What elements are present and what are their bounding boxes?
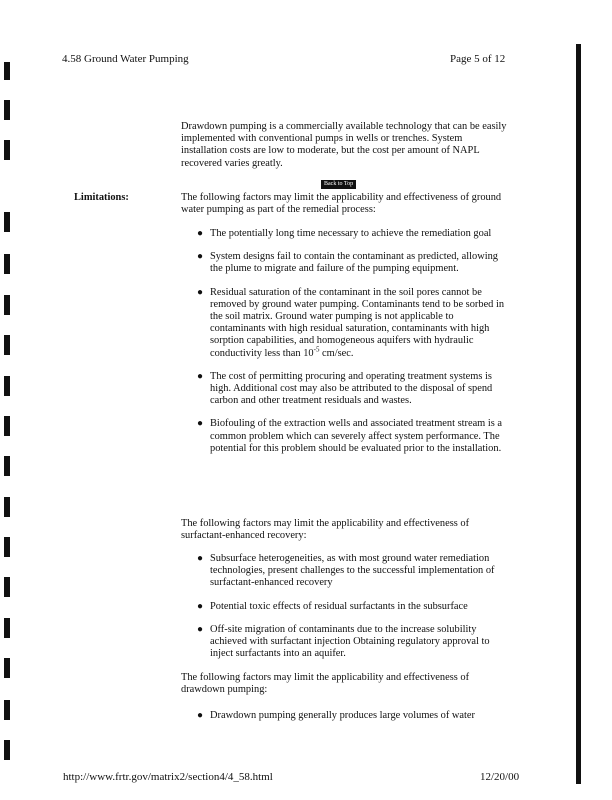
list-item: ● Subsurface heterogeneities, as with most ground water remediation technologies, present challenges to the successful implementation of surfactant-enhanced recovery xyxy=(197,553,495,589)
intro-paragraph: Drawdown pumping is a commercially available technology that can be easily implemented with conventional pumps in wells or trenches. System installation costs are low to moderate, but the cost per amount of NAPL recovered varies greatly. xyxy=(181,121,507,169)
footer-date: 12/20/00 xyxy=(480,771,520,783)
margin-mark xyxy=(4,618,10,638)
margin-mark xyxy=(4,212,10,232)
limitations-intro: The following factors may limit the applicability and effectiveness of ground water pumping as part of the remedial process: xyxy=(181,192,502,216)
limitations-list xyxy=(196,228,511,466)
margin-mark xyxy=(4,254,10,274)
margin-mark xyxy=(4,658,10,678)
bullet-icon: ● xyxy=(197,553,204,564)
margin-mark xyxy=(4,497,10,517)
margin-mark xyxy=(4,740,10,760)
margin-mark xyxy=(4,700,10,720)
footer-url[interactable]: http://www.frtr.gov/matrix2/section4/4_58.html xyxy=(63,771,273,783)
margin-mark xyxy=(4,100,10,120)
bullet-icon: ● xyxy=(197,251,204,263)
bullet-icon: ● xyxy=(197,623,204,635)
drawdown-intro: The following factors may limit the applicability and effectiveness of drawdown pumping: xyxy=(181,672,470,696)
margin-mark xyxy=(4,577,10,597)
scan-edge-bar xyxy=(576,44,581,784)
bullet-icon: ● xyxy=(197,600,204,612)
list-item: ● Residual saturation of the contaminant in the soil pores cannot be removed by ground water pumping. Contaminants tend to be sorbed in the soil matrix. Ground water pumping is not applicable to contaminants with high residual saturation, contaminants with high sorption capabilities, and homogeneous aquifers with hydraulic conductivity less than $10^{-5}$ cm/sec. xyxy=(197,286,505,359)
margin-mark xyxy=(4,537,10,557)
list-item: ● System designs fail to contain the contaminant as predicted, allowing the plume to migrate and failure of the pumping equipment. xyxy=(197,251,498,275)
bullet-icon: ● xyxy=(197,228,204,239)
list-item: ● Off-site migration of contaminants due to the increase solubility achieved with surfactant injection Obtaining regulatory approval to inject surfactants into an aquifer. xyxy=(197,623,490,660)
limitations-label: Limitations: xyxy=(74,192,129,203)
margin-mark xyxy=(4,416,10,436)
list-item: ● Biofouling of the extraction wells and associated treatment stream is a common problem which can severely affect system performance. The potential for this problem should be evaluated prior to the installation. xyxy=(197,418,503,454)
surfactant-list xyxy=(196,553,511,671)
list-item: ● The potentially long time necessary to achieve the remediation goal xyxy=(197,228,492,239)
bullet-icon: ● xyxy=(197,286,204,298)
margin-mark xyxy=(4,456,10,476)
list-item: ● Potential toxic effects of residual surfactants in the subsurface xyxy=(197,600,468,612)
margin-mark xyxy=(4,62,10,80)
back-to-top-link[interactable]: Back to Top xyxy=(321,180,356,189)
page-number: Page 5 of 12 xyxy=(450,53,506,65)
margin-mark xyxy=(4,335,10,355)
bullet-icon: ● xyxy=(197,710,204,721)
page-title: 4.58 Ground Water Pumping xyxy=(62,53,189,65)
list-item: ● Drawdown pumping generally produces large volumes of water xyxy=(197,710,475,721)
bullet-icon: ● xyxy=(197,418,204,430)
surfactant-intro: The following factors may limit the applicability and effectiveness of surfactant-enhanced recovery: xyxy=(181,518,470,542)
drawdown-list xyxy=(196,710,511,733)
margin-mark xyxy=(4,140,10,160)
bullet-icon: ● xyxy=(197,370,204,382)
margin-mark xyxy=(4,295,10,315)
margin-mark xyxy=(4,376,10,396)
list-item: ● The cost of permitting procuring and operating treatment systems is high. Additional cost may also be attributed to the disposal of spend carbon and other treatment residuals and wastes. xyxy=(197,370,493,407)
exponent: -5 xyxy=(313,345,320,354)
